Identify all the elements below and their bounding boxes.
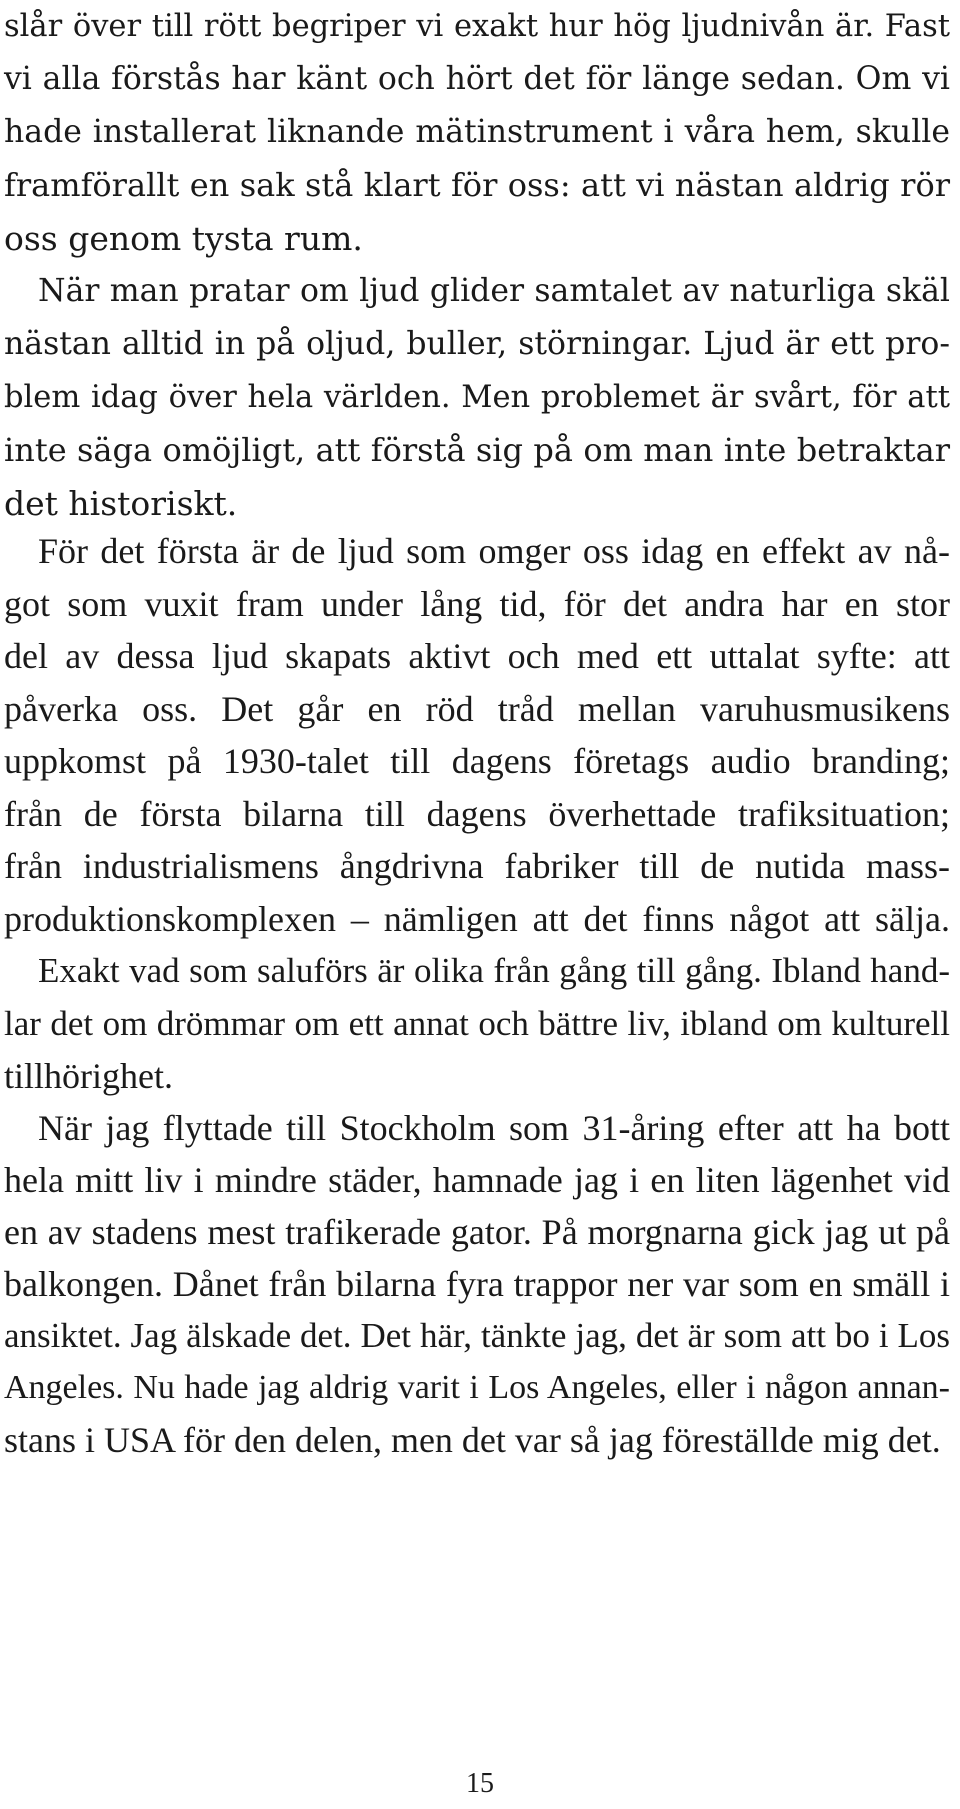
text-line: vi alla förstås har känt och hört det för länge sedan. Om vi bbox=[4, 61, 950, 97]
text-line: lar det om drömmar om ett annat och bättre liv, ibland om kulturell bbox=[4, 1003, 950, 1043]
text-line: från de första bilarna till dagens överhettade trafiksituation; bbox=[4, 793, 950, 834]
paragraph-group-3 bbox=[4, 1102, 950, 1466]
text-line: stans i USA för den delen, men det var så jag föreställde mig det. bbox=[4, 1420, 941, 1460]
text-line: ansiktet. Jag älskade det. Det här, tänkte jag, det är som att bo i Los bbox=[4, 1316, 950, 1355]
text-line: balkongen. Dånet från bilarna fyra trappor ner var som en smäll i bbox=[4, 1264, 950, 1304]
text-line: framförallt en sak stå klart för oss: att vi nästan aldrig rör bbox=[4, 166, 950, 204]
text-line: När jag flyttade till Stockholm som 31-åring efter att ha bott bbox=[38, 1108, 950, 1148]
text-line: nästan alltid in på oljud, buller, störningar. Ljud är ett pro- bbox=[4, 326, 950, 362]
page-number: 15 bbox=[466, 1768, 494, 1799]
text-line: Exakt vad som saluförs är olika från gång till gång. Ibland hand- bbox=[38, 951, 950, 990]
text-line: tillhörighet. bbox=[4, 1056, 173, 1096]
text-line: inte säga omöjligt, att förstå sig på om man inte betraktar bbox=[4, 431, 950, 469]
text-line: från industrialismens ångdrivna fabriker till de nutida mass- bbox=[4, 846, 950, 886]
text-line: påverka oss. Det går en röd tråd mellan varuhusmusikens bbox=[4, 688, 950, 729]
text-line: del av dessa ljud skapats aktivt och med ett uttalat syfte: att bbox=[4, 636, 950, 676]
text-line: uppkomst på 1930-talet till dagens företags audio branding; bbox=[4, 741, 950, 781]
text-line: slår över till rött begriper vi exakt hur hög ljudnivån är. Fast bbox=[4, 9, 950, 44]
text-line: hade installerat liknande mätinstrument i våra hem, skulle bbox=[4, 114, 950, 150]
text-line: blem idag över hela världen. Men problemet är svårt, för att bbox=[4, 380, 950, 415]
text-line: produktionskomplexen – nämligen att det finns något att sälja. bbox=[4, 898, 950, 939]
text-line: hela mitt liv i mindre städer, hamnade jag i en liten lägenhet vid bbox=[4, 1160, 950, 1200]
text-line: det historiskt. bbox=[4, 484, 238, 523]
text-line: När man pratar om ljud glider samtalet av naturliga skäl bbox=[38, 273, 950, 309]
text-line: en av stadens mest trafikerade gator. På morgnarna gick jag ut på bbox=[4, 1212, 950, 1252]
text-line: oss genom tysta rum. bbox=[4, 219, 363, 258]
text-line: Angeles. Nu hade jag aldrig varit i Los Angeles, eller i någon annan- bbox=[4, 1369, 950, 1406]
paragraph-group-2 bbox=[4, 525, 950, 1103]
text-line: got som vuxit fram under lång tid, för det andra har en stor bbox=[4, 583, 950, 624]
text-line: För det första är de ljud som omger oss idag en effekt av nå- bbox=[38, 531, 950, 571]
paragraph-group-1 bbox=[4, 0, 950, 530]
